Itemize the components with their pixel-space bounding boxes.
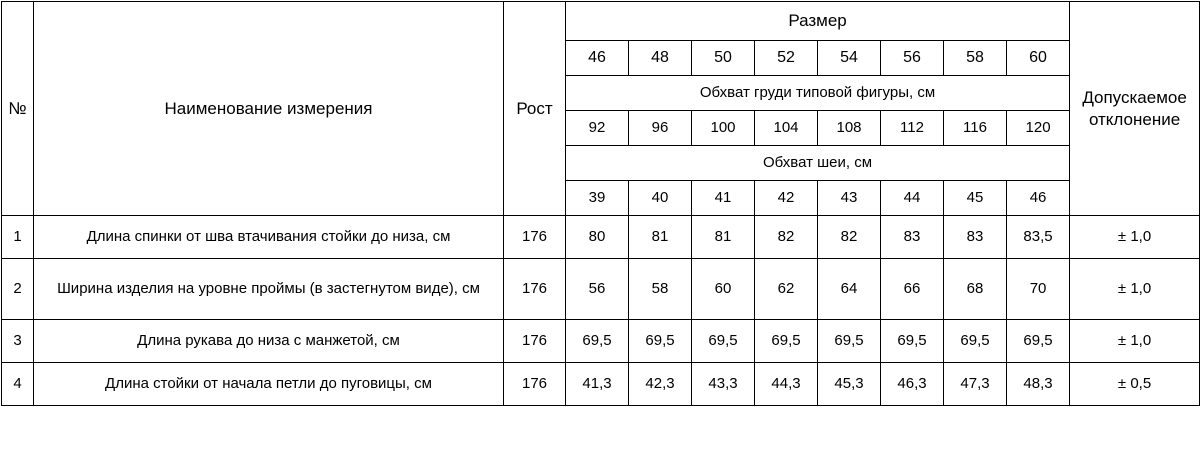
row-value: 81 xyxy=(629,216,692,259)
row-value: 43,3 xyxy=(692,363,755,406)
row-value: 82 xyxy=(818,216,881,259)
row-height: 176 xyxy=(504,363,566,406)
row-measurement-name: Длина спинки от шва втачивания стойки до низа, см xyxy=(34,216,504,259)
row-value: 69,5 xyxy=(881,320,944,363)
neck-value: 45 xyxy=(944,181,1007,216)
header-row-size-title xyxy=(2,2,1200,41)
row-height: 176 xyxy=(504,216,566,259)
size-value: 52 xyxy=(755,41,818,76)
size-value: 50 xyxy=(692,41,755,76)
chest-value: 112 xyxy=(881,111,944,146)
row-value: 83 xyxy=(944,216,1007,259)
size-value: 54 xyxy=(818,41,881,76)
header-chest-label: Обхват груди типовой фигуры, см xyxy=(566,76,1070,111)
header-measurement-name: Наименование измерения xyxy=(34,2,504,216)
row-value: 62 xyxy=(755,259,818,320)
row-value: 70 xyxy=(1007,259,1070,320)
header-height: Рост xyxy=(504,2,566,216)
row-number: 2 xyxy=(2,259,34,320)
row-value: 47,3 xyxy=(944,363,1007,406)
row-value: 56 xyxy=(566,259,629,320)
table-row xyxy=(2,363,1200,406)
row-number: 1 xyxy=(2,216,34,259)
row-value: 48,3 xyxy=(1007,363,1070,406)
row-value: 69,5 xyxy=(629,320,692,363)
row-value: 83,5 xyxy=(1007,216,1070,259)
neck-value: 42 xyxy=(755,181,818,216)
table-row xyxy=(2,216,1200,259)
row-deviation: ± 1,0 xyxy=(1070,320,1200,363)
row-value: 41,3 xyxy=(566,363,629,406)
row-value: 69,5 xyxy=(755,320,818,363)
row-height: 176 xyxy=(504,320,566,363)
row-value: 58 xyxy=(629,259,692,320)
row-value: 81 xyxy=(692,216,755,259)
chest-value: 92 xyxy=(566,111,629,146)
row-measurement-name: Длина рукава до низа с манжетой, см xyxy=(34,320,504,363)
size-value: 46 xyxy=(566,41,629,76)
row-value: 82 xyxy=(755,216,818,259)
row-measurement-name: Ширина изделия на уровне проймы (в застегнутом виде), см xyxy=(34,259,504,320)
chest-value: 96 xyxy=(629,111,692,146)
row-value: 60 xyxy=(692,259,755,320)
row-deviation: ± 1,0 xyxy=(1070,259,1200,320)
table-row xyxy=(2,320,1200,363)
row-value: 83 xyxy=(881,216,944,259)
chest-value: 108 xyxy=(818,111,881,146)
row-deviation: ± 1,0 xyxy=(1070,216,1200,259)
chest-value: 116 xyxy=(944,111,1007,146)
row-number: 4 xyxy=(2,363,34,406)
chest-value: 104 xyxy=(755,111,818,146)
row-value: 66 xyxy=(881,259,944,320)
row-number: 3 xyxy=(2,320,34,363)
chest-value: 100 xyxy=(692,111,755,146)
neck-value: 44 xyxy=(881,181,944,216)
row-value: 80 xyxy=(566,216,629,259)
row-value: 46,3 xyxy=(881,363,944,406)
row-value: 69,5 xyxy=(944,320,1007,363)
row-value: 69,5 xyxy=(818,320,881,363)
row-deviation: ± 0,5 xyxy=(1070,363,1200,406)
row-value: 64 xyxy=(818,259,881,320)
header-neck-label: Обхват шеи, см xyxy=(566,146,1070,181)
row-measurement-name: Длина стойки от начала петли до пуговицы, см xyxy=(34,363,504,406)
row-value: 69,5 xyxy=(566,320,629,363)
neck-value: 39 xyxy=(566,181,629,216)
header-deviation: Допускаемое отклонение xyxy=(1070,2,1200,216)
neck-value: 40 xyxy=(629,181,692,216)
row-value: 69,5 xyxy=(1007,320,1070,363)
row-value: 69,5 xyxy=(692,320,755,363)
row-value: 44,3 xyxy=(755,363,818,406)
row-value: 42,3 xyxy=(629,363,692,406)
size-value: 56 xyxy=(881,41,944,76)
row-height: 176 xyxy=(504,259,566,320)
size-value: 48 xyxy=(629,41,692,76)
row-value: 68 xyxy=(944,259,1007,320)
neck-value: 43 xyxy=(818,181,881,216)
row-value: 45,3 xyxy=(818,363,881,406)
neck-value: 46 xyxy=(1007,181,1070,216)
neck-value: 41 xyxy=(692,181,755,216)
measurements-table xyxy=(1,1,1200,406)
table-row xyxy=(2,259,1200,320)
chest-value: 120 xyxy=(1007,111,1070,146)
header-size-title: Размер xyxy=(566,2,1070,41)
size-value: 60 xyxy=(1007,41,1070,76)
size-value: 58 xyxy=(944,41,1007,76)
header-number: № xyxy=(2,2,34,216)
